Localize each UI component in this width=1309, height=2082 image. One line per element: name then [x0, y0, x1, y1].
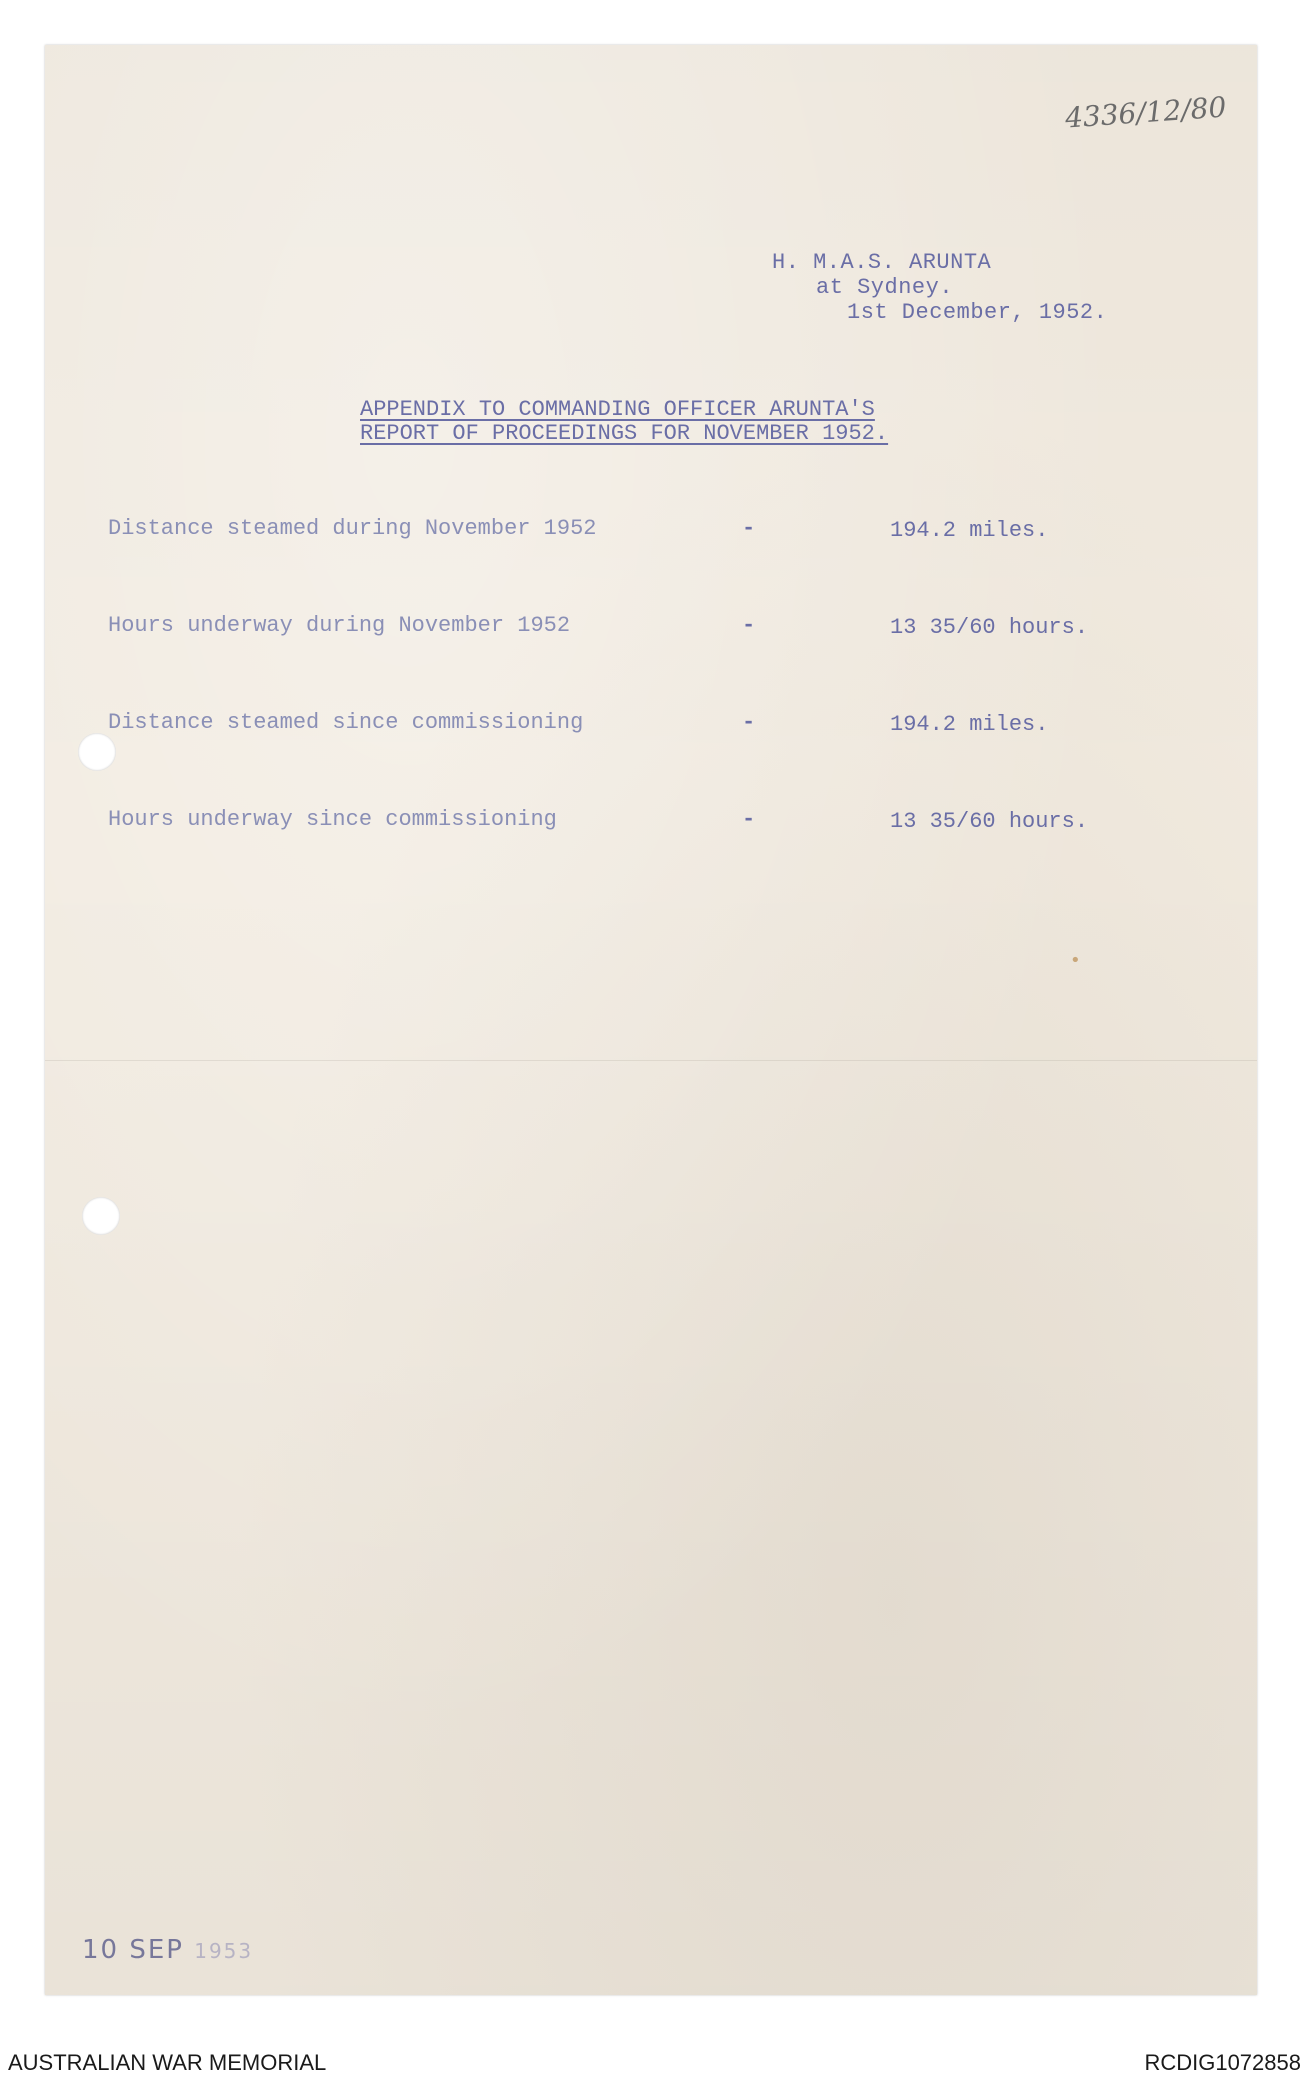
row-label: Distance steamed during November 1952 [108, 516, 597, 541]
row-value: 13 35/60 hours. [890, 809, 1089, 834]
row-value: 194.2 miles. [890, 712, 1049, 737]
punch-hole-upper [78, 733, 116, 771]
punch-hole-lower [82, 1197, 120, 1235]
footer-institution: AUSTRALIAN WAR MEMORIAL [8, 2050, 327, 2075]
row-label: Hours underway since commissioning [108, 807, 557, 832]
handwritten-reference: 4336/12/80 [1064, 90, 1228, 135]
row-separator: - [742, 807, 756, 832]
header-ship: H. M.A.S. ARUNTA [772, 250, 992, 275]
header-date: 1st December, 1952. [847, 300, 1108, 325]
row-separator: - [742, 710, 756, 735]
title-line-1: APPENDIX TO COMMANDING OFFICER ARUNTA'S [360, 397, 875, 422]
row-separator: - [742, 613, 756, 638]
date-received-stamp [82, 1935, 253, 1965]
document-page [45, 45, 1257, 1995]
row-value: 194.2 miles. [890, 518, 1049, 543]
row-label: Hours underway during November 1952 [108, 613, 571, 638]
title-line-2: REPORT OF PROCEEDINGS FOR NOVEMBER 1952. [360, 421, 889, 446]
row-value: 13 35/60 hours. [890, 615, 1089, 640]
header-location: at Sydney. [816, 275, 954, 300]
stamp-day-month: 10 SEP [82, 1935, 184, 1965]
row-separator: - [742, 516, 756, 541]
stamp-year: 1953 [194, 1939, 254, 1963]
fold-line [45, 1060, 1257, 1061]
ink-spot: • [1070, 950, 1081, 971]
row-label: Distance steamed since commissioning [108, 710, 584, 735]
footer-record-id: RCDIG1072858 [1144, 2050, 1301, 2075]
